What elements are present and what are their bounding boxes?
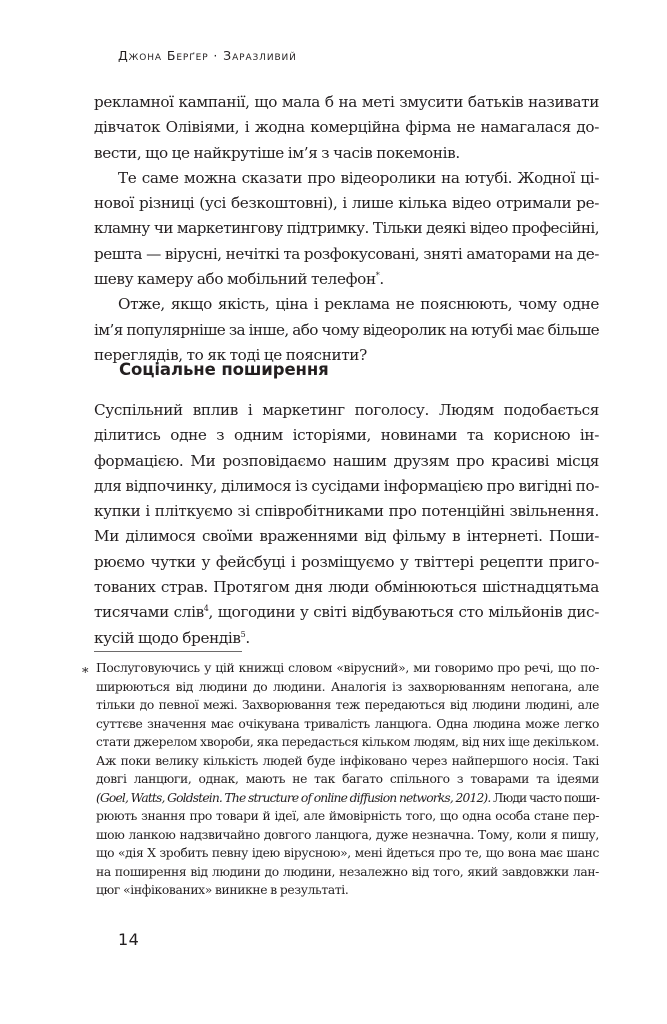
body-line-text: тисячами слів — [94, 603, 204, 622]
running-header: Джона Берґер · Заразливий — [118, 48, 297, 63]
body-line: для відпочинку, ділимося із сусідами інформацією про вигідні по- — [94, 476, 600, 495]
body-line: рюємо чутки у фейсбуці і розміщуємо у твіттері рецепти приго- — [94, 552, 599, 571]
body-line — [94, 600, 599, 625]
footnote-line: Аж поки велику кількість людей буде інфіковано через найпершого носія. Такі — [96, 753, 599, 768]
body-line: нової різниці (усі безкоштовні), і лише кілька відео отримали ре- — [94, 194, 599, 213]
sentence-period: . — [245, 628, 250, 647]
footnote-line — [96, 789, 599, 808]
footnote-line: довгі ланцюги, однак, мають не так багато спільного з товарами та ідеями — [96, 772, 599, 786]
footnote-citation: (Goel, Watts, Goldstein. The structure of online diffusion networks, 2012). — [96, 790, 491, 805]
footnote-line: що «дія Х зробить певну ідею вірусною», мені йдеться про те, що вона має шанс — [96, 846, 599, 860]
footnote — [96, 659, 599, 900]
endnote-ref-4[interactable]: 4 — [203, 604, 209, 614]
body-line-text: кусій щодо брендів — [94, 628, 241, 647]
page-number: 14 — [118, 930, 140, 949]
body-line: Те саме можна сказати про відеоролики на ютубі. Жодної ці- — [118, 168, 599, 187]
footnote-line: на поширення від людини до людини, незалежно від того, який завдовжки лан- — [96, 864, 599, 879]
footnote-divider — [94, 651, 242, 652]
body-line — [94, 267, 599, 292]
footnote-line: Послуговуючись у цій книжці словом «вірусний», ми говоримо про речі, що по- — [96, 661, 599, 675]
body-line: ім’я популярніше за інше, або чому відеоролик на ютубі має більше — [94, 320, 599, 339]
footnote-line: цюг «інфікованих» виникне в результаті. — [96, 883, 349, 897]
body-line: рекламної кампанії, що мала б на меті змусити батьків називати — [94, 93, 599, 111]
body-line: ділитись одне з одним історіями, новинами та корисною ін- — [94, 426, 599, 445]
body-text-bottom — [94, 398, 599, 651]
body-line: переглядів, то як тоді це пояснити? — [94, 345, 367, 364]
sentence-period: . — [379, 270, 384, 289]
footnote-line: тільки до певної межі. Захворювання теж передаються від людини людині, але — [96, 698, 599, 712]
footnote-ref-star[interactable]: * — [375, 271, 380, 281]
footnote-marker: * — [82, 666, 89, 681]
footnote-line: стати джерелом хвороби, яка передасться кільком людям, від них іще декільком. — [96, 735, 599, 749]
footnote-line: суттєве значення має очікувана тривалість ланцюга. Одна людина може легко — [96, 716, 599, 731]
body-line: Отже, якщо якість, ціна і реклама не пояснюють, чому одне — [118, 295, 599, 314]
body-line: Суспільний вплив і маркетинг поголосу. Людям подобається — [94, 401, 599, 419]
body-line: тованих страв. Протягом дня люди обмінюються шістнадцятьма — [94, 578, 599, 597]
section-heading: Соціальне поширення — [119, 360, 329, 379]
body-line: решта — вірусні, нечіткі та розфокусовані, зняті аматорами на де- — [94, 244, 599, 263]
body-line — [94, 626, 599, 651]
body-line: купки і пліткуємо зі співробітниками про потенційні звільнення. — [94, 502, 599, 521]
body-line: дівчаток Олівіями, і жодна комерційна фірма не намагалася до- — [94, 118, 599, 137]
body-line: вести, що це найкрутіше ім’я з часів покемонів. — [94, 143, 460, 162]
body-line: формацією. Ми розповідаємо нашим друзям про красиві місця — [94, 451, 599, 470]
footnote-line: шою ланкою надзвичайно довгого ланцюга, дуже незначна. Тому, коли я пишу, — [96, 827, 599, 842]
footnote-line: рюють знання про товари й ідеї, але ймовірність того, що одна особа стане пер- — [96, 809, 599, 823]
endnote-ref-5[interactable]: 5 — [240, 629, 246, 639]
body-line-text: , щогодини у світі відбуваються сто мільйонів дис- — [208, 603, 599, 622]
body-line: кламну чи маркетингову підтримку. Тільки деякі відео професійні, — [94, 219, 599, 238]
body-text-top — [94, 90, 599, 368]
footnote-line-text: Люди часто поши- — [493, 790, 600, 805]
footnote-line: ширюються від людини до людини. Аналогія із захворюванням непогана, але — [96, 679, 599, 694]
body-line-text: шеву камеру або мобільний телефон — [94, 270, 376, 289]
body-line: Ми ділимося своїми враженнями від фільму в інтернеті. Поши- — [94, 527, 599, 546]
